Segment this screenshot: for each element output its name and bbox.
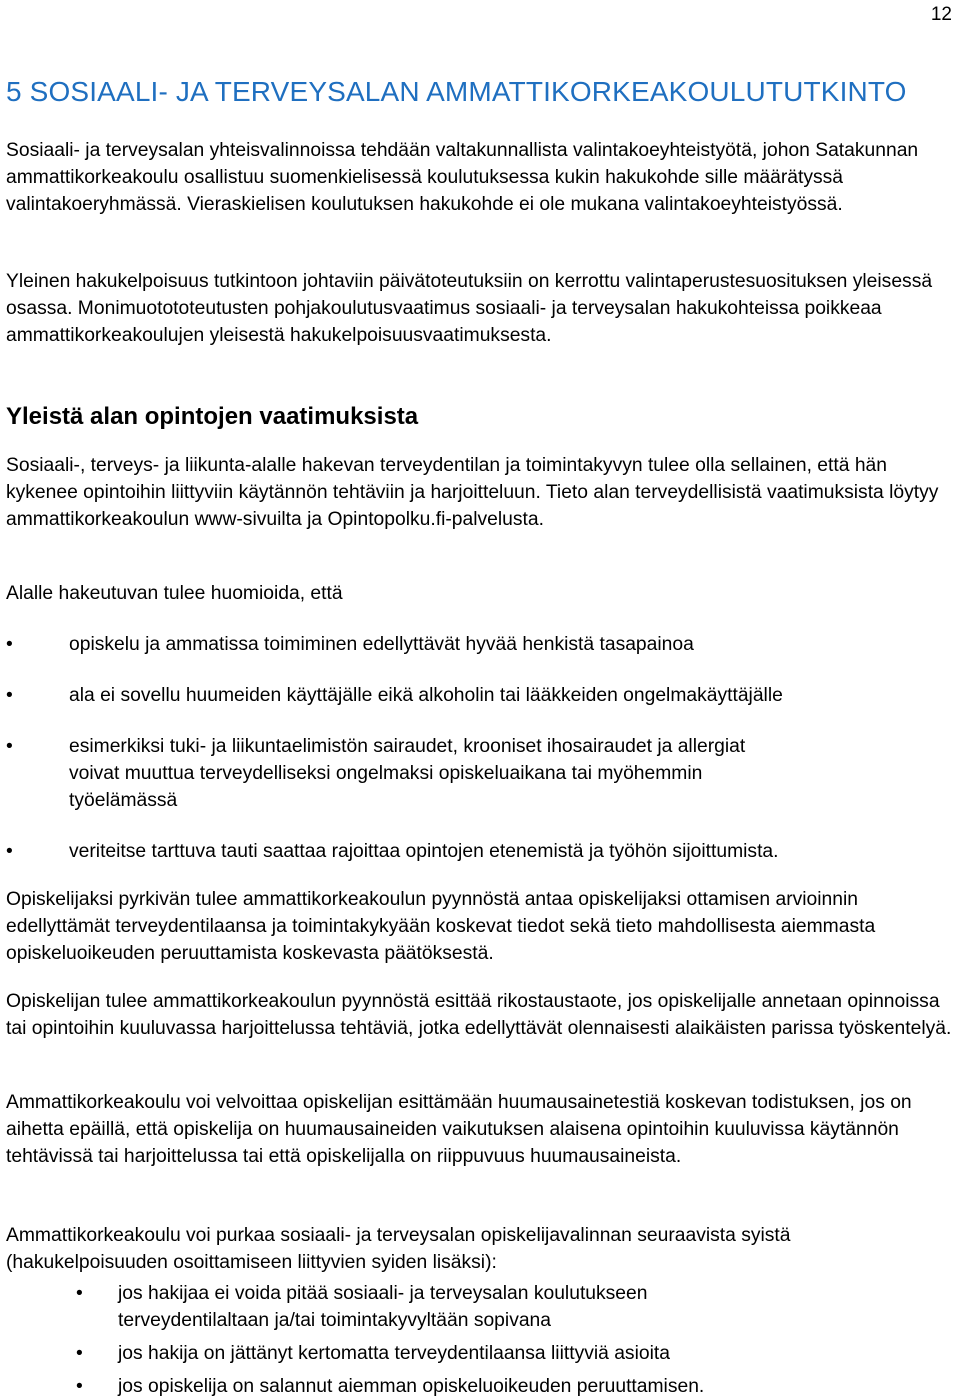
bullet-icon: • — [6, 685, 13, 706]
list-item-text: opiskelu ja ammatissa toimiminen edellyttävät hyvää henkistä tasapainoa — [69, 634, 694, 655]
list-item — [76, 1340, 796, 1367]
bullet-icon: • — [6, 841, 13, 862]
paragraph-terveystiedot: Opiskelijaksi pyrkivän tulee ammattikorkeakoulun pyynnöstä antaa opiskelijaksi ottamisen arvioinnin edellyttämät terveydentilaansa ja toimintakykyään koskevat tiedot sekä tieto mahdollisesta aiemmasta opiskeluoikeuden peruuttamista koskevasta päätöksestä. — [6, 889, 876, 964]
list-item-text: jos opiskelija on salannut aiemman opiskeluoikeuden peruuttamisen. — [118, 1376, 705, 1397]
cancellation-reasons-list — [76, 1280, 796, 1400]
considerations-list — [6, 631, 951, 865]
paragraph-huumausainetesti: Ammattikorkeakoulu voi velvoittaa opiskelijan esittämään huumausainetestiä koskevan todistuksen, jos on aihetta epäillä, että opiskelija on huumausaineiden vaikutuksen alaisena opintoihin kuuluvissa käytännön tehtävissä tai harjoittelussa tai että opiskelijalla on riippuvuus huumausaineista. — [6, 1092, 912, 1167]
bullet-icon: • — [6, 634, 13, 655]
list-item — [6, 733, 951, 814]
paragraph-huomioida-intro: Alalle hakeutuvan tulee huomioida, että — [6, 583, 343, 604]
paragraph-valinnan-purkaminen: Ammattikorkeakoulu voi purkaa sosiaali- ja terveysalan opiskelijavalinnan seuraavista syistä (hakukelpoisuuden osoittamiseen liittyvien syiden lisäksi): — [6, 1225, 791, 1273]
paragraph-valintakoeyhteistyo: Sosiaali- ja terveysalan yhteisvalinnoissa tehdään valtakunnallista valintakoeyhteistyötä, johon Satakunnan ammattikorkeakoulu osallistuu suomenkielisessä koulutuksessa kukin hakukohde sille määrätyssä valintakoeryhmässä. Vieraskielisen koulutuksen hakukohde ei ole mukana valintakoeyhteistyössä. — [6, 140, 919, 215]
list-item — [76, 1373, 796, 1400]
paragraph-terveydentila: Sosiaali-, terveys- ja liikunta-alalle hakevan terveydentilan ja toimintakyvyn tulee olla sellainen, että hän kykenee opintoihin liittyviin käytännön tehtäviin ja harjoitteluun. Tieto alan terveydellisistä vaatimuksista löytyy ammattikorkeakoulun www-sivuilta ja Opintopolku.fi-palvelusta. — [6, 455, 939, 530]
list-item-text: ala ei sovellu huumeiden käyttäjälle eikä alkoholin tai lääkkeiden ongelmakäyttäjälle — [69, 685, 783, 706]
list-item-text: esimerkiksi tuki- ja liikuntaelimistön sairaudet, krooniset ihosairaudet ja allergiat voivat muuttua terveydelliseksi ongelmaksi opiskeluaikana tai myöhemmin työelämässä — [69, 736, 746, 811]
list-item-text: jos hakijaa ei voida pitää sosiaali- ja terveysalan koulutukseen terveydentilaltaan ja/tai toimintakyvyltään sopivana — [118, 1283, 648, 1331]
page-number: 12 — [930, 4, 952, 25]
list-item-text: jos hakija on jättänyt kertomatta terveydentilaansa liittyviä asioita — [118, 1343, 670, 1364]
paragraph-hakukelpoisuus: Yleinen hakukelpoisuus tutkintoon johtaviin päivätoteutuksiin on kerrottu valintaperustesuosituksen yleisessä osassa. Monimuotototeutusten pohjakoulutusvaatimus sosiaali- ja terveysalan hakukohteissa poikkeaa ammattikorkeakoulujen yleisestä hakukelpoisuusvaatimuksesta. — [6, 271, 933, 346]
bullet-icon: • — [6, 736, 13, 757]
bullet-icon: • — [76, 1376, 83, 1397]
list-item — [6, 631, 951, 658]
list-item-text: veriteitse tarttuva tauti saattaa rajoittaa opintojen etenemistä ja työhön sijoittumista. — [69, 841, 779, 862]
list-item — [6, 838, 951, 865]
section-heading: 5 SOSIAALI- JA TERVEYSALAN AMMATTIKORKEAKOULUTUTKINTO — [6, 76, 907, 107]
bullet-icon: • — [76, 1283, 83, 1304]
bullet-icon: • — [76, 1343, 83, 1364]
paragraph-rikostaustaote: Opiskelijan tulee ammattikorkeakoulun pyynnöstä esittää rikostaustaote, jos opiskelijalle annetaan opinnoissa tai opintoihin kuuluvassa harjoittelussa tehtäviä, jotka edellyttävät olennaisesti alaikäisten parissa työskentelyä. — [6, 991, 952, 1039]
list-item — [76, 1280, 796, 1334]
list-item — [6, 682, 951, 709]
subsection-heading: Yleistä alan opintojen vaatimuksista — [6, 403, 419, 430]
